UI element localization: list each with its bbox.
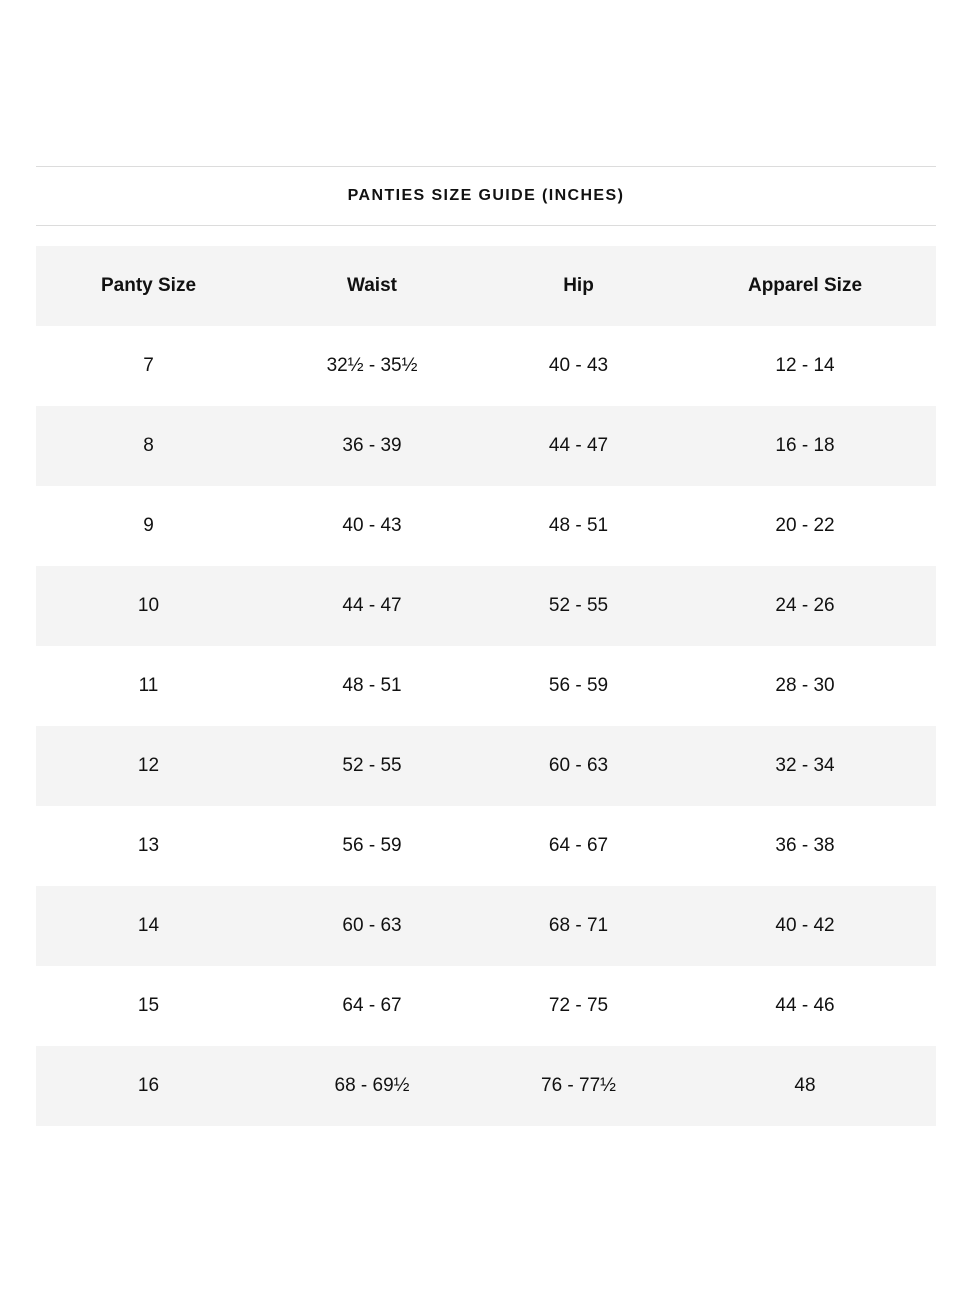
apparel-size-cell: 48: [794, 1075, 816, 1096]
apparel-size-cell: 44 - 46: [775, 995, 835, 1016]
page-title: PANTIES SIZE GUIDE (INCHES): [347, 187, 625, 204]
hip-cell: 72 - 75: [548, 995, 609, 1016]
hip-cell: 56 - 59: [548, 675, 609, 696]
table-row: [36, 806, 936, 886]
table-row: [36, 406, 936, 486]
column-header-panty-size: Panty Size: [100, 275, 197, 296]
apparel-size-cell: 36 - 38: [775, 835, 835, 856]
waist-cell: 56 - 59: [342, 835, 402, 856]
table-row: [36, 566, 936, 646]
panty-size-cell: 15: [137, 995, 160, 1016]
size-guide: [36, 166, 936, 1126]
apparel-size-cell: 40 - 42: [775, 915, 835, 936]
panty-size-cell: 14: [137, 915, 160, 936]
panty-size-cell: 10: [137, 595, 160, 616]
apparel-size-cell: 16 - 18: [775, 435, 835, 456]
column-header-waist: Waist: [347, 275, 397, 296]
apparel-size-cell: 12 - 14: [775, 355, 835, 376]
waist-cell: 40 - 43: [342, 515, 402, 536]
panty-size-cell: 7: [143, 355, 154, 376]
table-row: [36, 326, 936, 406]
apparel-size-cell: 24 - 26: [775, 595, 835, 616]
panty-size-cell: 16: [137, 1075, 160, 1096]
waist-cell: 64 - 67: [342, 995, 402, 1016]
hip-cell: 52 - 55: [548, 595, 609, 616]
size-table: [36, 246, 936, 1126]
table-row: [36, 886, 936, 966]
table-row: [36, 646, 936, 726]
waist-cell: 36 - 39: [342, 435, 402, 456]
hip-cell: 40 - 43: [548, 355, 609, 376]
table-row: [36, 1046, 936, 1126]
table-row: [36, 726, 936, 806]
waist-cell: 52 - 55: [342, 755, 402, 776]
panty-size-cell: 12: [137, 755, 160, 776]
title-bar: [36, 167, 936, 225]
panty-size-cell: 13: [137, 835, 160, 856]
table-row: [36, 486, 936, 566]
column-header-hip: Hip: [563, 275, 594, 296]
hip-cell: 48 - 51: [548, 515, 609, 536]
panty-size-cell: 11: [138, 675, 159, 696]
panty-size-cell: 9: [143, 515, 154, 536]
waist-cell: 48 - 51: [342, 675, 402, 696]
hip-cell: 64 - 67: [548, 835, 609, 856]
hip-cell: 60 - 63: [548, 755, 609, 776]
apparel-size-cell: 32 - 34: [775, 755, 835, 776]
table-row: [36, 966, 936, 1046]
panty-size-cell: 8: [143, 435, 154, 456]
hip-cell: 68 - 71: [548, 915, 609, 936]
waist-cell: 68 - 69½: [334, 1075, 410, 1096]
column-header-apparel-size: Apparel Size: [747, 275, 863, 296]
waist-cell: 44 - 47: [342, 595, 402, 616]
hip-cell: 76 - 77½: [541, 1075, 616, 1096]
waist-cell: 32½ - 35½: [326, 355, 418, 376]
apparel-size-cell: 20 - 22: [775, 515, 835, 536]
waist-cell: 60 - 63: [342, 915, 402, 936]
apparel-size-cell: 28 - 30: [775, 675, 835, 696]
hip-cell: 44 - 47: [548, 435, 609, 456]
bottom-divider: [36, 225, 936, 226]
header-row: [36, 246, 936, 326]
